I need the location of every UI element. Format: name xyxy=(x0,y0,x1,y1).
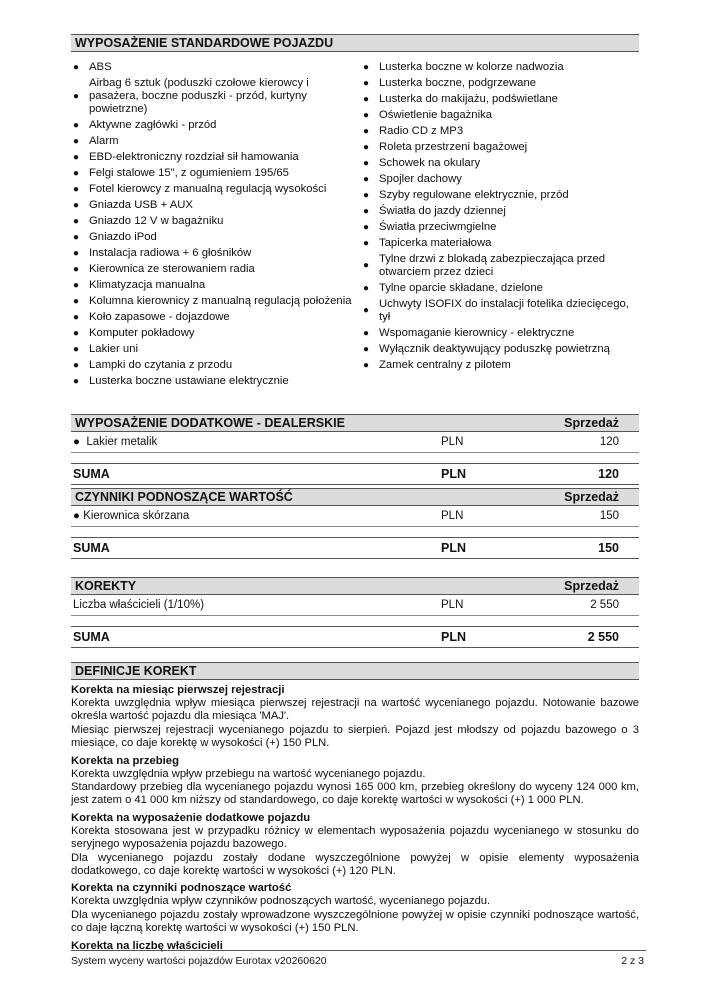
definition-paragraph: Korekta stosowana jest w przypadku różnicy w elementach wyposażenia pojazdu wycenianego w stosunku do seryjnego wyposażenia pojazdu bazowego. xyxy=(71,824,639,851)
bullet-icon: ● xyxy=(363,141,370,153)
section-header-dealer xyxy=(71,414,639,432)
bullet-icon: ● xyxy=(363,173,370,185)
equipment-label: Komputer pokładowy xyxy=(89,326,195,339)
equipment-item xyxy=(361,296,639,325)
dealer-equipment-section xyxy=(71,414,639,485)
definition-block xyxy=(71,811,639,879)
bullet-icon: ● xyxy=(363,109,370,121)
sum-row xyxy=(71,626,639,648)
corrections-section xyxy=(71,577,639,648)
bullet-icon: ● xyxy=(73,215,80,227)
bullet-icon: ● xyxy=(363,77,370,89)
section-title: CZYNNIKI PODNOSZĄCE WARTOŚĆ xyxy=(75,490,293,504)
equipment-item xyxy=(71,117,361,133)
equipment-label: Gniazdo iPod xyxy=(89,230,157,243)
equipment-label: Tapicerka materiałowa xyxy=(379,236,492,249)
column-header-sale: Sprzedaż xyxy=(564,416,619,430)
sum-row xyxy=(71,537,639,559)
equipment-label: Zamek centralny z pilotem xyxy=(379,358,511,371)
bullet-icon: ● xyxy=(73,183,80,195)
bullet-icon: ● xyxy=(363,327,370,339)
bullet-icon: ● xyxy=(73,343,80,355)
page-footer xyxy=(71,950,646,967)
column-header-sale: Sprzedaż xyxy=(564,579,619,593)
bullet-icon: ● xyxy=(73,375,80,387)
row-label: ● Kierownica skórzana xyxy=(73,510,190,522)
bullet-icon: ● xyxy=(73,295,80,307)
bullet-icon: ● xyxy=(73,327,80,339)
equipment-item xyxy=(361,107,639,123)
equipment-item xyxy=(361,59,639,75)
bullet-icon: ● xyxy=(363,221,370,233)
equipment-label: Szyby regulowane elektrycznie, przód xyxy=(379,188,569,201)
equipment-label: Wyłącznik deaktywujący poduszkę powietrzną xyxy=(379,342,610,355)
standard-equipment-section xyxy=(71,34,639,389)
equipment-label: Roleta przestrzeni bagażowej xyxy=(379,140,528,153)
row-currency: PLN xyxy=(441,599,464,611)
sum-label: SUMA xyxy=(73,541,110,555)
bullet-icon: ● xyxy=(73,311,80,323)
definitions-body xyxy=(71,683,639,953)
table-row xyxy=(71,432,639,453)
definition-heading: Korekta na miesiąc pierwszej rejestracji xyxy=(71,684,285,696)
equipment-item xyxy=(71,245,361,261)
equipment-label: ABS xyxy=(89,60,112,73)
bullet-icon: ● xyxy=(363,157,370,169)
equipment-label: Lusterka do makijażu, podświetlane xyxy=(379,92,558,105)
section-title: WYPOSAŻENIE STANDARDOWE POJAZDU xyxy=(75,36,334,50)
value-factors-section xyxy=(71,488,639,559)
equipment-label: Klimatyzacja manualna xyxy=(89,278,206,291)
definitions-section xyxy=(71,662,639,953)
definition-paragraph: Korekta uwzględnia wpływ miesiąca pierwszej rejestracji na wartość wycenianego pojazdu. Notowanie bazowe określa wartość pojazdu dla miesiąca 'MAJ'. xyxy=(71,697,639,723)
equipment-label: Światła do jazdy dziennej xyxy=(379,204,506,217)
equipment-label: Koło zapasowe - dojazdowe xyxy=(89,310,230,323)
equipment-label: Instalacja radiowa + 6 głośników xyxy=(89,246,252,259)
equipment-item xyxy=(361,219,639,235)
equipment-label: Uchwyty ISOFIX do instalacji fotelika dziecięcego, tył xyxy=(379,297,629,323)
row-label: Liczba właścicieli (1/10%) xyxy=(73,599,205,611)
sum-value: 120 xyxy=(598,467,619,481)
equipment-item xyxy=(71,133,361,149)
equipment-item xyxy=(361,123,639,139)
equipment-item xyxy=(71,59,361,75)
bullet-icon: ● xyxy=(73,279,80,291)
definition-heading: Korekta na wyposażenie dodatkowe pojazdu xyxy=(71,811,311,824)
sum-currency: PLN xyxy=(441,630,466,644)
definition-paragraph: Korekta uwzględnia wpływ przebiegu na wartość wycenianego pojazdu. xyxy=(71,767,426,780)
definition-paragraph: Korekta uwzględnia wpływ czynników podnoszących wartość, wycenianego pojazdu. xyxy=(71,895,491,908)
definition-paragraph: Miesiąc pierwszej rejestracji wycenianego pojazdu to sierpień. Pojazd jest młodszy od pojazdu bazowego o 3 miesiące, co daje korektę w wysokości (+) 150 PLN. xyxy=(71,723,639,750)
equipment-item xyxy=(71,165,361,181)
column-header-sale: Sprzedaż xyxy=(564,490,619,504)
equipment-label: Alarm xyxy=(89,134,119,147)
equipment-label: Światła przeciwmgielne xyxy=(379,220,497,233)
equipment-label: Kierownica ze sterowaniem radia xyxy=(89,262,255,275)
equipment-item xyxy=(361,91,639,107)
equipment-label: Radio CD z MP3 xyxy=(379,124,464,137)
equipment-item xyxy=(361,357,639,373)
equipment-label: Lampki do czytania z przodu xyxy=(89,358,233,371)
bullet-icon: ● xyxy=(363,125,370,137)
equipment-item xyxy=(361,280,639,296)
equipment-item xyxy=(361,75,639,91)
equipment-item xyxy=(361,171,639,187)
bullet-icon: ● xyxy=(363,205,370,217)
standard-list-left xyxy=(71,59,361,389)
bullet-icon: ● xyxy=(73,199,80,211)
bullet-icon: ● xyxy=(73,247,80,259)
equipment-label: Lusterka boczne w kolorze nadwozia xyxy=(379,60,564,73)
section-header-standard xyxy=(71,34,639,52)
equipment-item xyxy=(361,155,639,171)
equipment-item xyxy=(71,277,361,293)
footer-system-name: System wyceny wartości pojazdów Eurotax v20260620 xyxy=(71,955,327,967)
equipment-item xyxy=(361,341,639,357)
equipment-item xyxy=(361,203,639,219)
page-number: 2 z 3 xyxy=(621,955,644,967)
table-row xyxy=(71,595,639,616)
equipment-label: EBD-elektroniczny rozdział sił hamowania xyxy=(89,150,299,163)
sum-currency: PLN xyxy=(441,467,466,481)
equipment-label: Lusterka boczne, podgrzewane xyxy=(379,76,537,89)
equipment-label: Tylne drzwi z blokadą zabezpieczająca przed otwarciem przez dzieci xyxy=(379,252,606,278)
equipment-item xyxy=(71,197,361,213)
definition-paragraph: Standardowy przebieg dla wycenianego pojazdu wynosi 165 000 km, przebieg określony do wyceny 124 000 km, jest zatem o 41 000 km niższy od standardowego, co daje korektę wartości w wysokości (+) 1 000 PLN. xyxy=(71,781,639,807)
bullet-icon: ● xyxy=(363,282,370,294)
standard-list-right xyxy=(361,59,639,389)
definition-block xyxy=(71,683,639,751)
equipment-label: Kolumna kierownicy z manualną regulacją położenia xyxy=(89,294,352,307)
equipment-label: Schowek na okulary xyxy=(379,156,481,169)
row-currency: PLN xyxy=(441,510,464,522)
equipment-item xyxy=(71,213,361,229)
row-label: ● Lakier metalik xyxy=(73,436,158,448)
sum-label: SUMA xyxy=(73,467,110,481)
section-title: KOREKTY xyxy=(75,579,137,593)
bullet-icon: ● xyxy=(73,231,80,243)
definition-heading: Korekta na czynniki podnoszące wartość xyxy=(71,882,292,895)
definition-paragraph: Dla wycenianego pojazdu zostały wprowadzone wyszczególnione powyżej w opisie czynniki podnoszące wartość, co daje łączną korektę wartości w wysokości (+) 150 PLN. xyxy=(71,908,639,935)
section-header-definitions xyxy=(71,662,639,680)
equipment-item xyxy=(71,325,361,341)
equipment-item xyxy=(361,251,639,280)
definition-paragraph: Dla wycenianego pojazdu zostały dodane wyszczególnione powyżej w opisie elementy wyposażenia dodatkowego, co daje korektę wartości w wysokości (+) 120 PLN. xyxy=(71,851,639,878)
equipment-label: Gniazda USB + AUX xyxy=(89,198,193,211)
equipment-item xyxy=(71,341,361,357)
definition-block xyxy=(71,754,639,808)
section-header-factors xyxy=(71,488,639,506)
bullet-icon: ● xyxy=(363,343,370,355)
equipment-label: Tylne oparcie składane, dzielone xyxy=(379,281,543,294)
definition-block xyxy=(71,881,639,935)
bullet-icon: ● xyxy=(363,93,370,105)
sum-row xyxy=(71,463,639,485)
row-value: 120 xyxy=(599,436,619,448)
equipment-item xyxy=(71,149,361,165)
bullet-icon: ● xyxy=(73,359,80,371)
equipment-item xyxy=(71,75,361,117)
section-header-corrections xyxy=(71,577,639,595)
sum-value: 2 550 xyxy=(587,630,619,644)
bullet-icon: ● xyxy=(73,135,80,147)
table-row xyxy=(71,506,639,527)
sum-currency: PLN xyxy=(441,541,466,555)
equipment-label: Felgi stalowe 15", z ogumieniem 195/65 xyxy=(89,166,289,179)
section-title: DEFINICJE KOREKT xyxy=(75,664,197,678)
equipment-item xyxy=(361,235,639,251)
bullet-icon: ● xyxy=(73,263,80,275)
sum-label: SUMA xyxy=(73,630,110,644)
equipment-item xyxy=(361,139,639,155)
equipment-label: Lakier uni xyxy=(89,342,138,355)
row-currency: PLN xyxy=(441,436,464,448)
equipment-item xyxy=(361,187,639,203)
bullet-icon: ● xyxy=(363,61,370,73)
bullet-icon: ● xyxy=(73,151,80,163)
equipment-item xyxy=(71,261,361,277)
equipment-label: Spojler dachowy xyxy=(379,172,462,185)
bullet-icon: ● xyxy=(73,167,80,179)
equipment-item xyxy=(361,325,639,341)
equipment-item xyxy=(71,357,361,373)
equipment-item xyxy=(71,293,361,309)
bullet-icon: ● xyxy=(363,237,370,249)
row-value: 150 xyxy=(599,510,619,522)
equipment-label: Lusterka boczne ustawiane elektrycznie xyxy=(89,374,289,387)
bullet-icon: ● xyxy=(363,189,370,201)
equipment-label: Gniazdo 12 V w bagażniku xyxy=(89,214,224,227)
equipment-item xyxy=(71,373,361,389)
equipment-label: Oświetlenie bagażnika xyxy=(379,108,493,121)
bullet-icon: ● xyxy=(363,359,370,371)
bullet-icon: ● xyxy=(73,119,80,131)
equipment-item xyxy=(71,229,361,245)
equipment-item xyxy=(71,181,361,197)
equipment-label: Wspomaganie kierownicy - elektryczne xyxy=(379,326,575,339)
equipment-label: Aktywne zagłówki - przód xyxy=(89,118,217,131)
bullet-icon: ● xyxy=(363,305,370,316)
equipment-label: Airbag 6 sztuk (poduszki czołowe kierowcy i pasażera, boczne poduszki - przód, kurtyny powietrzne) xyxy=(89,76,309,115)
definition-heading: Korekta na przebieg xyxy=(71,754,179,767)
definition-heading: Korekta na liczbę właścicieli xyxy=(71,939,223,952)
sum-value: 150 xyxy=(598,541,619,555)
bullet-icon: ● xyxy=(363,260,370,271)
equipment-item xyxy=(71,309,361,325)
row-value: 2 550 xyxy=(590,599,619,611)
equipment-label: Fotel kierowcy z manualną regulacją wysokości xyxy=(89,182,327,195)
bullet-icon: ● xyxy=(73,90,80,102)
section-title: WYPOSAŻENIE DODATKOWE - DEALERSKIE xyxy=(75,416,345,430)
bullet-icon: ● xyxy=(73,61,80,73)
